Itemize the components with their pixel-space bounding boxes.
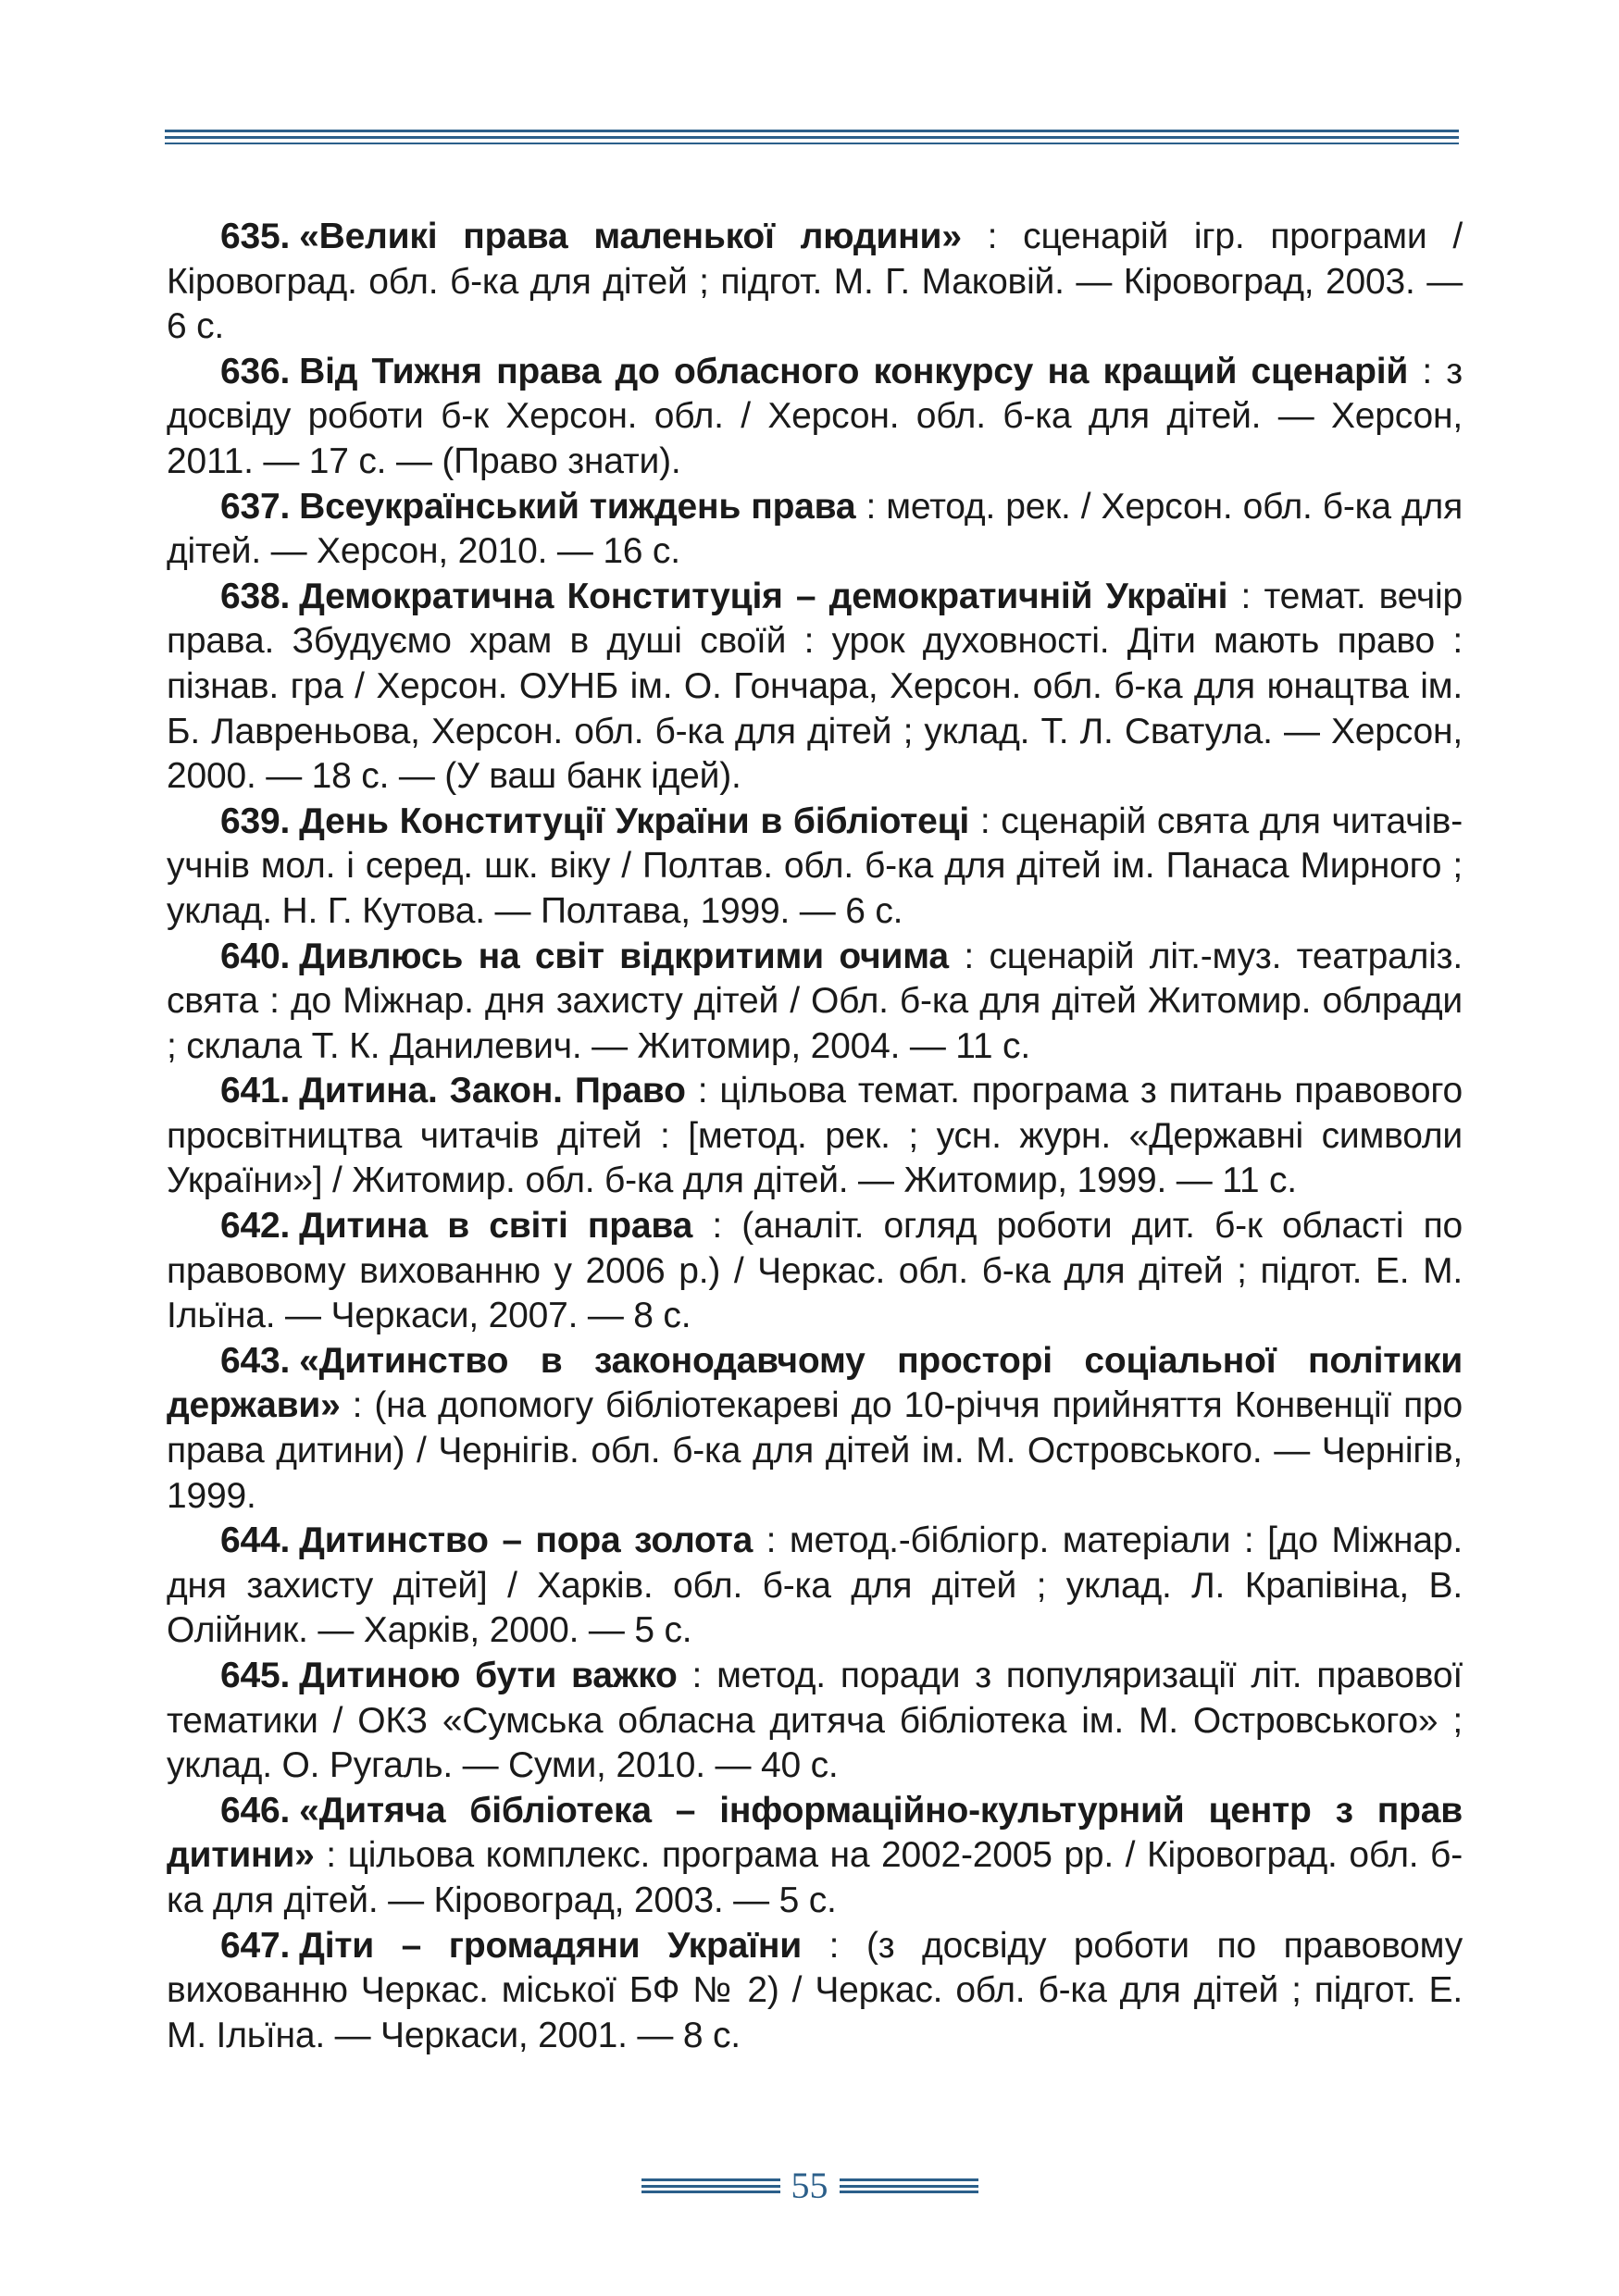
bibliography-entry <box>167 1519 1463 1654</box>
footer-rule-left <box>641 2178 780 2194</box>
bibliography-entry <box>167 1789 1463 1924</box>
bibliography-entry <box>167 350 1463 485</box>
entry-description: : сценарій свята для читачів-учнів мол. і серед. шк. віку / Полтав. обл. б-ка для дітей ім. Панаса Мирного ; уклад. Н. Г. Кутова. — Полтава, 1999. — 6 с. <box>167 800 1463 931</box>
page-number: 55 <box>791 2165 828 2206</box>
entry-title: Дитиною бути важко <box>299 1656 678 1695</box>
entry-title: Дитинство – пора золота <box>299 1520 753 1561</box>
entry-number: 638. <box>220 576 291 616</box>
bibliography-entry <box>167 1654 1463 1789</box>
entry-number: 639. <box>220 800 291 841</box>
bibliography-entry <box>167 1339 1463 1519</box>
bibliography-entry <box>167 935 1463 1070</box>
entry-title: «Великі права маленької людини» <box>299 217 962 256</box>
bibliography-entry <box>167 575 1463 800</box>
entry-number: 641. <box>220 1071 291 1111</box>
entry-description: : з досвіду роботи б-к Херсон. обл. / Херсон. обл. б-ка для дітей. — Херсон, 2011. — 17 с. — (Право знати). <box>167 351 1463 481</box>
entry-number: 636. <box>220 351 291 391</box>
bibliography-list <box>167 215 1463 2058</box>
entry-title: Дивлюсь на світ відкритими очима <box>299 936 949 976</box>
footer-rule-right <box>840 2178 978 2194</box>
entry-description: : (аналіт. огляд роботи дит. б-к області по правовому вихованню у 2006 р.) / Черкас. обл. б-ка для дітей ; підгот. Е. М. Ільїна. — Черкаси, 2007. — 8 с. <box>167 1206 1463 1336</box>
bibliography-entry <box>167 1924 1463 2059</box>
header-rule <box>165 130 1459 149</box>
entry-title: Діти – громадяни України <box>299 1925 802 1966</box>
entry-description: : (з досвіду роботи по правовому вихованню Черкас. міської БФ № 2) / Черкас. обл. б-ка для дітей ; підгот. Е. М. Ільїна. — Черкаси, 2001. — 8 с. <box>167 1925 1463 2055</box>
bibliography-entry <box>167 1204 1463 1339</box>
entry-number: 635. <box>220 217 291 256</box>
entry-title: Демократична Конституція – демократичній Україні <box>299 576 1228 616</box>
entry-title: Всеукраїнський тиждень права <box>299 486 856 527</box>
entry-number: 644. <box>220 1520 291 1561</box>
entry-description: : темат. вечір права. Збудуємо храм в душі своїй : урок духовності. Діти мають право : пізнав. гра / Херсон. ОУНБ ім. О. Гончара, Херсон. обл. б-ка для юнацтва ім. Б. Лавреньова, Херсон. обл. б-ка для дітей ; уклад. Т. Л. Сватула. — Херсон, 2000. — 18 с. — (У ваш банк ідей). <box>167 576 1463 797</box>
bibliography-entry <box>167 1069 1463 1204</box>
entry-description: : метод.-бібліогр. матеріали : [до Міжнар. дня захисту дітей] / Харків. обл. б-ка для дітей ; уклад. Л. Крапівіна, В. Олійник. — Харків, 2000. — 5 с. <box>167 1520 1463 1651</box>
entry-title: Дитина в світі права <box>299 1206 693 1247</box>
bibliography-entry <box>167 800 1463 935</box>
entry-description: : цільова комплекс. програма на 2002-2005 рр. / Кіровоград. обл. б-ка для дітей. — Кіровоград, 2003. — 5 с. <box>167 1835 1463 1920</box>
entry-number: 647. <box>220 1925 291 1966</box>
entry-number: 637. <box>220 486 291 527</box>
entry-number: 642. <box>220 1206 291 1247</box>
page-footer <box>0 2158 1619 2214</box>
entry-description: : сценарій літ.-муз. театраліз. свята : до Міжнар. дня захисту дітей / Обл. б-ка для дітей Житомир. облради ; склала Т. К. Данилевич. — Житомир, 2004. — 11 с. <box>167 936 1463 1066</box>
entry-number: 643. <box>220 1340 291 1381</box>
entry-number: 645. <box>220 1656 291 1695</box>
entry-title: Дитина. Закон. Право <box>299 1071 686 1111</box>
entry-title: День Конституції України в бібліотеці <box>299 800 970 841</box>
entry-number: 640. <box>220 936 291 976</box>
entry-number: 646. <box>220 1790 291 1831</box>
bibliography-entry <box>167 215 1463 350</box>
entry-description: : сценарій ігр. програми / Кіровоград. обл. б-ка для дітей ; підгот. М. Г. Маковій. — Кіровоград, 2003. — 6 с. <box>167 217 1463 347</box>
entry-description: : (на допомогу бібліотекареві до 10-річчя прийняття Конвенції про права дитини) / Чернігів. обл. б-ка для дітей ім. М. Островського. — Чернігів, 1999. <box>167 1385 1463 1516</box>
entry-title: «Дитинство в законодавчому просторі соціальної політики держави» <box>167 1340 1463 1426</box>
entry-description: : метод. поради з популяризації літ. правової тематики / ОКЗ «Сумська обласна дитяча бібліотека ім. М. Островського» ; уклад. О. Ругаль. — Суми, 2010. — 40 с. <box>167 1656 1463 1786</box>
entry-title: «Дитяча бібліотека – інформаційно-культурний центр з прав дитини» <box>167 1790 1463 1876</box>
entry-description: : цільова темат. програма з питань правового просвітництва читачів дітей : [метод. рек. ; усн. журн. «Державні символи України»] / Житомир. обл. б-ка для дітей. — Житомир, 1999. — 11 с. <box>167 1071 1463 1201</box>
entry-title: Від Тижня права до обласного конкурсу на кращий сценарій <box>299 351 1409 391</box>
bibliography-entry <box>167 485 1463 575</box>
entry-description: : метод. рек. / Херсон. обл. б-ка для дітей. — Херсон, 2010. — 16 с. <box>167 486 1463 572</box>
